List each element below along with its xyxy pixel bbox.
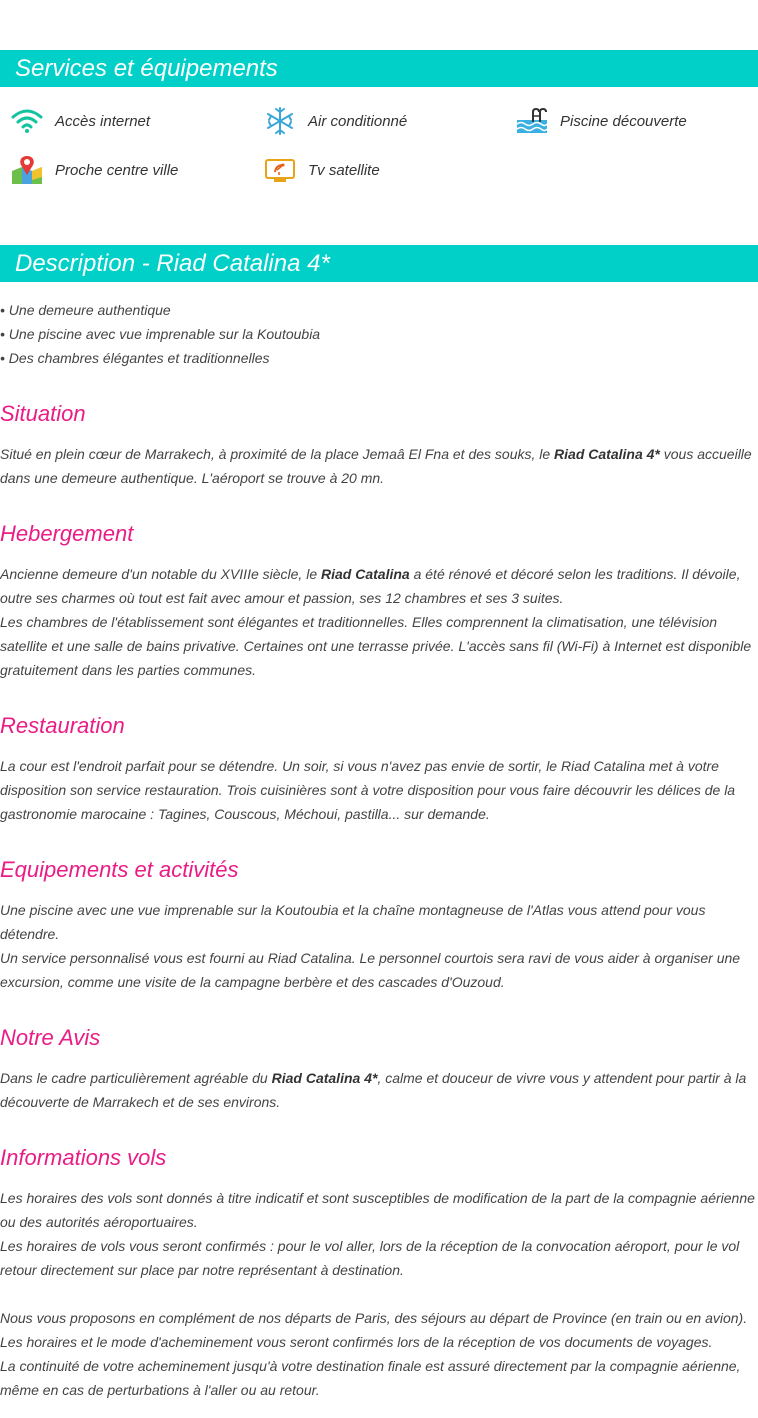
- restauration-text: La cour est l'endroit parfait pour se détendre. Un soir, si vous n'avez pas envie de sortir, le Riad Catalina met à votre disposition son service restauration. Trois cuisinières sont à votre disposition pour vous faire découvrir les délices de la gastronomie marocaine : Tagines, Couscous, Méchoui, pastilla... sur demande.: [0, 758, 736, 822]
- service-item-tv: [263, 155, 380, 185]
- wifi-icon: [10, 106, 44, 136]
- section-title-restauration: Restauration: [0, 713, 125, 738]
- service-label: Tv satellite: [308, 161, 380, 179]
- pool-icon: [515, 106, 549, 136]
- avis-text: Dans le cadre particulièrement agréable du Riad Catalina 4*, calme et douceur de vivre vous y attendent pour partir à la découverte de Marrakech et de ses environs.: [0, 1070, 747, 1110]
- satellite-tv-icon: [263, 155, 297, 185]
- service-item-aircon: [263, 106, 407, 136]
- service-item-internet: [10, 106, 150, 136]
- snowflake-icon: [263, 106, 297, 136]
- list-item: • Une demeure authentique: [0, 302, 171, 318]
- service-label: Air conditionné: [308, 112, 408, 130]
- services-heading: Services et équipements: [0, 50, 758, 87]
- section-title-equipements: Equipements et activités: [0, 857, 239, 882]
- service-label: Proche centre ville: [55, 161, 179, 179]
- situation-text: Situé en plein cœur de Marrakech, à proximité de la place Jemaâ El Fna et des souks, le Riad Catalina 4* vous accueille dans une demeure authentique. L'aéroport se trouve à 20 mn.: [0, 446, 752, 486]
- section-title-hebergement: Hebergement: [0, 521, 134, 546]
- list-item: • Une piscine avec vue imprenable sur la Koutoubia: [0, 326, 321, 342]
- vols-text: Les horaires des vols sont donnés à titre indicatif et sont susceptibles de modification de la part de la compagnie aérienne ou des autorités aéroportuaires. Les horaires de vols vous seront confirmés : pour le vol aller, lors de la réception de la convocation aéroport, pour le vol retour directement sur place par notre représentant à destination. Nous vous proposons en complément de nos départs de Paris, des séjours au départ de Province (en train ou en avion). Les horaires et le mode d'acheminement vous seront confirmés lors de la réception de vos documents de voyages. La continuité de votre acheminement jusqu'à votre destination finale est assuré directement par la compagnie aérienne, même en cas de perturbations à l'aller ou au retour.: [0, 1190, 755, 1398]
- section-title-vols: Informations vols: [0, 1145, 167, 1170]
- service-item-center: [10, 155, 178, 185]
- description-heading: Description - Riad Catalina 4*: [0, 245, 758, 282]
- map-pin-icon: [10, 155, 44, 185]
- section-title-situation: Situation: [0, 401, 86, 426]
- service-item-pool: [515, 106, 687, 136]
- highlights-list: [0, 298, 758, 370]
- service-label: Accès internet: [55, 112, 151, 130]
- list-item: • Des chambres élégantes et traditionnelles: [0, 350, 270, 366]
- service-label: Piscine découverte: [560, 112, 687, 130]
- equipements-text: Une piscine avec une vue imprenable sur la Koutoubia et la chaîne montagneuse de l'Atlas vous attend pour vous détendre. Un service personnalisé vous est fourni au Riad Catalina. Le personnel courtois sera ravi de vous aider à organiser une excursion, comme une visite de la campagne berbère et des cascades d'Ouzoud.: [0, 902, 741, 990]
- hebergement-text: Ancienne demeure d'un notable du XVIIIe siècle, le Riad Catalina a été rénové et décoré selon les traditions. Il dévoile, outre ses charmes où tout est fait avec amour et passion, ses 12 chambres et ses 3 suites. Les chambres de l'établissement sont élégantes et traditionnelles. Elles comprennent la climatisation, une télévision satellite et une salle de bains privative. Certaines ont une terrasse privée. L'accès sans fil (Wi-Fi) à Internet est disponible gratuitement dans les parties communes.: [0, 566, 752, 678]
- section-title-avis: Notre Avis: [0, 1025, 101, 1050]
